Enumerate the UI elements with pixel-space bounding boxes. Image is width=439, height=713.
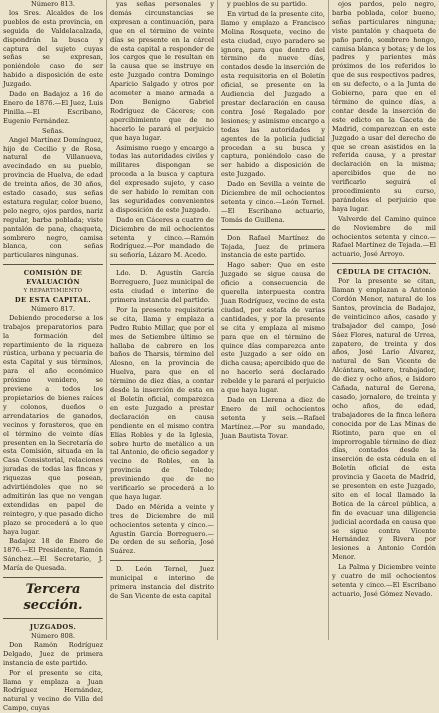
paragraph: y pueblos de su partido.	[227, 0, 308, 8]
paragraph: D. León Ternel, Juez municipal e interino de primera instancia del distrito de San Vicente de esta capital	[110, 565, 214, 600]
column-4	[332, 0, 436, 640]
column-divider	[328, 0, 329, 640]
paragraph: Por el presente se cita, llama y emplaza a Juan Rodríguez Hernández, natural y vecino de Villa del Campo, cuyas	[3, 668, 103, 713]
paragraph: yas señas personales y demás circunstancias se expresan a continuación, para que en el término de veinte días se presente en la cárcel de esta capital a responder de los cargos que le resultan en la causa que se instruye en este Juzgado contra Domingo Aparicio Salgado y otros por acometer a mano armada a Don Benigno Gabriel Rodríguez de Cáceres; con apercibimiento que de no hacerlo le parará el perjuicio que haya lugar.	[110, 0, 214, 142]
paragraph: Ldo. D. Agustín García Borreguero, Juez municipal de esta ciudad e interino de primera instancia del partido.	[110, 269, 214, 304]
article-number: Número 808.	[30, 632, 76, 640]
column-1	[3, 0, 103, 713]
section-heading: DE ESTA CAPITAL.	[14, 296, 92, 304]
paragraph: Angel Martínez Domínguez, hijo de Cecilio y de Rosa, natural de Villanueva, avecindado en su pueblo, provincia de Huelva, de edad de treinta años, de 30 años, estado casado, sus señas estatura regular, color bueno, pelo negro, ojos pardos, nariz regular, barba poblada; viste pantalón de pana, chaqueta, sombrero negro, camisa blanca, con señas particulares ningunas.	[3, 135, 103, 260]
paragraph: Don Ramón Rodríguez Delgado, Juez de primera instancia de este partido.	[3, 640, 103, 667]
paragraph: Dado en Badajoz a 16 de Enero de 1876.—El Juez, Luis Pinilla.—El Escribano, Eugenio Fernández.	[3, 90, 103, 125]
section-rule	[3, 577, 103, 578]
paragraph: Por la presente requisitoria se cita, llama y emplaza a Pedro Rubio Millar, que por el mes de Setiembre último se hallaba de cabrero en los baños de Tharsis, término del Alosno, en la provincia de Huelva, para que en el término de diez días, a contar desde la inserción de esta en el Boletín oficial, comparezca en este Juzgado a prestar declaración en causa pendiente en el mismo contra Elías Robles y de la Iglesia, sobre hurto de metálico a un tal Antonio, de oficio segador y vecino de Robles, en la provincia de Toledo; previniendo que de no verificarlo se procederá a lo que haya lugar.	[110, 305, 214, 501]
paragraph: ojos pardos, pelo negro, barba poblada, color bueno, señas particulares ninguna; viste pantalón y chaqueta de paño pardo, sombrero hongo, camisa blanca y botas; y de los padres y parientes más próximos de los referidos lo que de sus respectivos padres, en su defecto, o a la Junta de Gobierno, para que en el término de quince días, a contar desde la inserción de este edicto en la Gaceta de Madrid, comparezcan en este Juzgado a usar del derecho de que se crean asistidos en la referida causa, y a prestar declaración en la misma; apercibidos que de no verificarlo seguirá el procedimiento su curso, parándoles el perjuicio que haya lugar.	[332, 0, 436, 213]
article-number: Número 813.	[30, 0, 76, 8]
paragraph: Badajoz 18 de Enero de 1876.—El Presidente, Ramón Sánchez.—El Secretario, J. María de Quesada.	[3, 537, 103, 573]
section-heading: JUZGADOS.	[29, 623, 77, 632]
section-rule	[3, 264, 103, 265]
paragraph: Hago saber: Que en este Juzgado se sigue causa de oficio a consecuencia de querella interpuesta contra Juan Rodríguez, vecino de esta ciudad, por estafa de varias cantidades, y por la presente se cita y emplaza al mismo para que en el término de quince días comparezca ante este Juzgado a ser oído en dicha causa; apercibido que de no hacerlo será declarado rebelde y le parará el perjuicio a que haya lugar.	[221, 261, 326, 395]
section-heading: CÉDULA DE CITACIÓN.	[336, 268, 432, 277]
column-3	[221, 0, 325, 640]
paragraph: Debiendo procederse a los trabajos preparatorios para la formación del repartimiento de la riqueza rústica, urbana y pecuaria de esta Capital y sus términos, para el año económico próximo venidero, se previene a todos los propietarios de bienes raíces y colonos, dueños o arrendatarios de ganados, vecinos y forasteros, que en el término de veinte días presenten en la Secretaría de esta Comisión, situada en la Casa Consistorial, relaciones juradas de todas las fincas y riquezas que posean, advirtiéndoles que no se admitirán las que no vengan extendidas en papel de reintegro, y que pasado dicho plazo se procederá a lo que haya lugar.	[3, 313, 103, 536]
section-rule	[110, 264, 214, 265]
paragraph: los Sres. Alcaldes de los pueblos de esta provincia, en seguida de Valdelacalzada, dispondrán la busca y captura del sujeto cuyas señas se expresan, poniéndole caso de ser habido a disposición de este Juzgado.	[3, 8, 103, 89]
section-rule	[332, 263, 436, 264]
paragraph: En virtud de la presente cito, llamo y emplazo a Francisco Molina Rosquete, vecino de esta ciudad, cuyo paradero se ignora, para que dentro del término de nueve días, contados desde la inserción de esta requisitoria en el Boletín oficial, se presente en la Audiencia del Juzgado a prestar declaración en causa contra José Regalado por lesiones; y asimismo encargo a todas las autoridades y agentes de la policía judicial procedan a su busca y captura, poniéndolo caso de ser habido a disposición de este Juzgado.	[221, 9, 325, 179]
column-divider	[106, 0, 107, 640]
section-heading: COMISIÓN DE EVALUACIÓN	[23, 269, 83, 287]
section-rule	[3, 618, 103, 619]
section-title: Tercera sección.	[23, 582, 83, 614]
section-rule	[221, 229, 325, 230]
paragraph: Dado en Sevilla a veinte de Diciembre de mil ochocientos setenta y cinco.—León Ternel.—El Escribano actuario, Tomás de Guillena.	[221, 180, 325, 224]
paragraph: Asimismo ruego y encargo a todas las autoridades civiles y militares dispongan se proceda a la busca y captura del expresado sujeto, y caso de ser habido lo remitan con las seguridades convenientes a disposición de este Juzgado.	[110, 143, 214, 214]
paragraph: Dado en Cáceres a cuatro de Diciembre de mil ochocientos setenta y cinco.—Ramón Rodríguez.—Por mandado de su señoría, Lázaro M. Acedo.	[110, 215, 214, 260]
paragraph: Don Rafael Martínez de Tejada, Juez de primera instancia de este partido.	[221, 233, 325, 260]
column-2	[110, 0, 214, 640]
paragraph: La Palma y Diciembre veinte y cuatro de mil ochocientos setenta y cinco.—El Escribano actuario, José Gómez Nevado.	[332, 563, 436, 598]
column-divider	[217, 0, 218, 640]
article-number: Señas.	[41, 126, 65, 135]
paragraph: Por la presente se citan, llaman y emplazan a Antonio Cordón Menor, natural de los Santos, provincia de Badajoz, de veinticinco años, casado y trabajador del campo, José Sáez Flores, natural de Urrea, zapatero, de treinta y dos años, José Lario Álvarez, natural de San Vicente de Alcántara, soltero, trabajador, de diez y ocho años, e Isidoro Cañada, natural de Gerena, casado, jornalero, de treinta y ocho años, de edad, trabajadores de la finca leñera conocida por de Las Minas de Riotinto, para que en el improrrogable término de diez días, contados desde la inserción de esta cédula en el Boletín oficial de esta provincia y Gaceta de Madrid, se presenten en este Juzgado, sito en el local llamado la Botica de la cárcel pública, a fin de evacuar una diligencia judicial acordada en causa que se sigue contra Vicente Hernández y Rivera por lesiones a Antonio Cordón Menor.	[332, 277, 436, 562]
article-number: Número 817.	[30, 304, 76, 313]
paragraph: Valverde del Camino quince de Noviembre de mil ochocientos setenta y cinco.—Rafael Martínez de Tejada.—El actuario, José Arroyo.	[332, 214, 436, 259]
section-subheading: Y REPARTIMIENTO	[23, 288, 83, 295]
section-rule	[110, 560, 214, 561]
paragraph: Dado en Llerena a diez de Enero de mil ochocientos setenta y seis.—Rafael Martínez.—Por su mandado, Juan Bautista Tovar.	[221, 395, 325, 440]
paragraph: Dado en Mérida a veinte y tres de Diciembre de mil ochocientos setenta y cinco.—Agustín García Borreguero.—De orden de su señoría, José Suárez.	[110, 502, 214, 556]
